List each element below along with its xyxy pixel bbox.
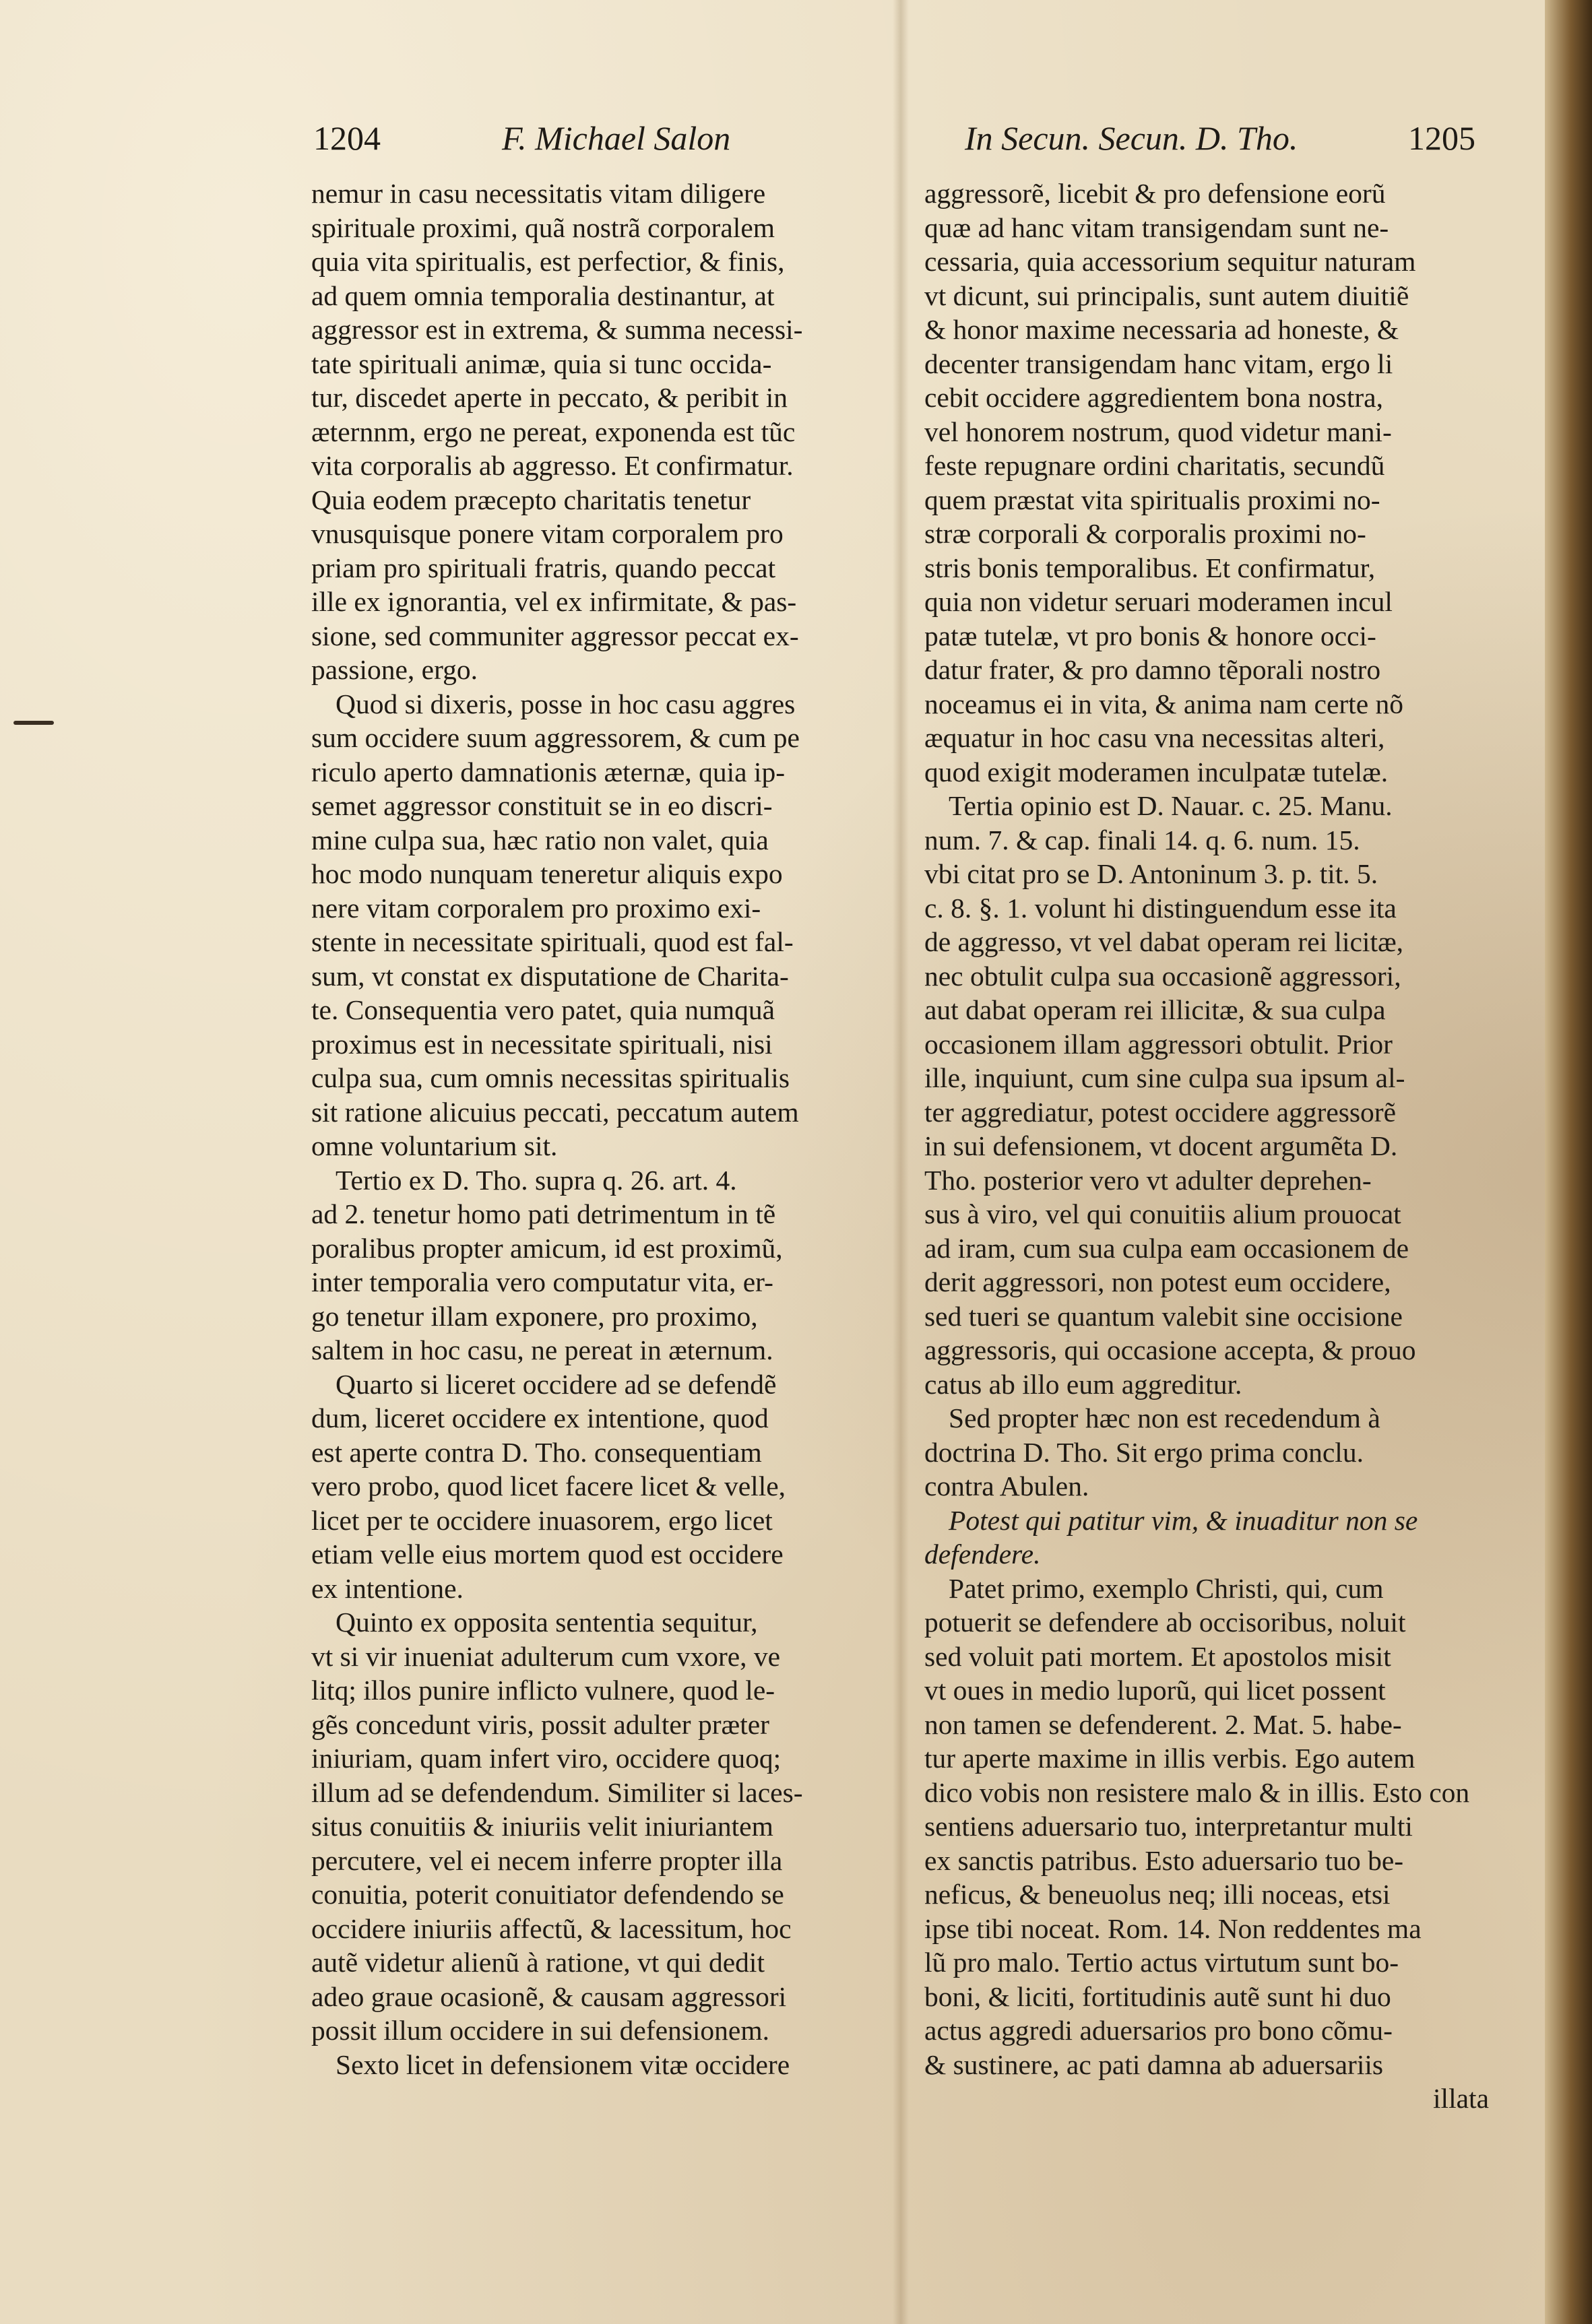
left-running-title: F. Michael Salon bbox=[502, 119, 731, 157]
text-line: te. Consequentia vero patet, quia numquã bbox=[311, 994, 775, 1025]
text-line: Tertia opinio est D. Nauar. c. 25. Manu. bbox=[949, 790, 1393, 821]
text-line: passione, ergo. bbox=[311, 654, 478, 685]
page-gutter bbox=[893, 0, 909, 2324]
text-line: stris bonis temporalibus. Et confirmatur, bbox=[924, 552, 1376, 583]
text-line: tur aperte maxime in illis verbis. Ego autem bbox=[924, 1743, 1415, 1774]
text-line: culpa sua, cum omnis necessitas spiritualis bbox=[311, 1062, 790, 1093]
text-line: aggressoris, qui occasione accepta, & prouo bbox=[924, 1334, 1416, 1365]
text-line: ad quem omnia temporalia destinantur, at bbox=[311, 280, 775, 311]
text-line: catus ab illo eum aggreditur. bbox=[924, 1368, 1242, 1400]
text-line: Potest qui patitur vim, & inuaditur non se bbox=[949, 1504, 1418, 1536]
text-line: datur frater, & pro damno tẽporali nostro bbox=[924, 654, 1381, 685]
text-line: priam pro spirituali fratris, quando peccat bbox=[311, 552, 776, 583]
text-line: poralibus propter amicum, id est proximũ, bbox=[311, 1232, 783, 1264]
text-line: vel honorem nostrum, quod videtur mani- bbox=[924, 416, 1392, 447]
catchword: illata bbox=[1433, 2083, 1489, 2114]
text-line: Quod si dixeris, posse in hoc casu aggres bbox=[336, 688, 796, 719]
text-line: iniuriam, quam infert viro, occidere quoq; bbox=[311, 1743, 782, 1774]
text-line: de aggresso, vt vel dabat operam rei licitæ, bbox=[924, 926, 1404, 957]
text-line: dico vobis non resistere malo & in illis. Esto con bbox=[924, 1776, 1470, 1808]
right-text-column bbox=[924, 176, 1489, 2116]
text-line: vero probo, quod licet facere licet & velle, bbox=[311, 1471, 786, 1502]
text-line: Tertio ex D. Tho. supra q. 26. art. 4. bbox=[336, 1164, 737, 1196]
text-line: defendere. bbox=[924, 1539, 1041, 1570]
text-line: doctrina D. Tho. Sit ergo prima conclu. bbox=[924, 1436, 1364, 1468]
text-line: tur, discedet aperte in peccato, & peribit in bbox=[311, 382, 788, 413]
text-line: actus aggredi aduersarios pro bono cõmu- bbox=[924, 2015, 1393, 2046]
text-line: vbi citat pro se D. Antoninum 3. p. tit. 5. bbox=[924, 858, 1378, 889]
text-line: derit aggressori, non potest eum occidere, bbox=[924, 1266, 1391, 1297]
text-line: nec obtulit culpa sua occasionẽ aggressori, bbox=[924, 960, 1401, 992]
page-edge-shadow bbox=[1545, 0, 1592, 2324]
text-line: aggressor est in extrema, & summa necessi- bbox=[311, 314, 803, 345]
text-line: ille, inquiunt, cum sine culpa sua ipsum al- bbox=[924, 1062, 1405, 1093]
text-line: Quia eodem præcepto charitatis tenetur bbox=[311, 484, 751, 515]
text-line: vt dicunt, sui principalis, sunt autem diuitiẽ bbox=[924, 280, 1409, 311]
text-line: stente in necessitate spirituali, quod est fal- bbox=[311, 926, 794, 957]
text-line: sione, sed communiter aggressor peccat ex- bbox=[311, 620, 799, 651]
text-line: ter aggrediatur, potest occidere aggressorẽ bbox=[924, 1096, 1397, 1128]
text-line: stræ corporali & corporalis proximi no- bbox=[924, 518, 1366, 549]
text-line: possit illum occidere in sui defensionem. bbox=[311, 2015, 770, 2046]
text-line: mine culpa sua, hæc ratio non valet, quia bbox=[311, 824, 769, 856]
text-line: sus à viro, vel qui conuitiis alium prouocat bbox=[924, 1198, 1401, 1229]
right-running-title: In Secun. Secun. D. Tho. bbox=[965, 119, 1298, 157]
text-line: sit ratione alicuius peccati, peccatum autem bbox=[311, 1096, 799, 1128]
text-line: hoc modo nunquam teneretur aliquis expo bbox=[311, 858, 783, 889]
text-line: quod exigit moderamen inculpatæ tutelæ. bbox=[924, 756, 1389, 787]
text-line: aut dabat operam rei illicitæ, & sua culpa bbox=[924, 994, 1386, 1025]
text-line: illum ad se defendendum. Similiter si laces- bbox=[311, 1776, 803, 1808]
text-line: sum, vt constat ex disputatione de Charita- bbox=[311, 960, 789, 992]
text-line: vita corporalis ab aggresso. Et confirmatur. bbox=[311, 450, 794, 481]
text-line: decenter transigendam hanc vitam, ergo li bbox=[924, 348, 1393, 379]
text-line: conuitia, poterit conuitiator defendendo se bbox=[311, 1879, 784, 1910]
right-page-number: 1205 bbox=[1408, 119, 1475, 157]
text-line: Patet primo, exemplo Christi, qui, cum bbox=[949, 1572, 1384, 1604]
text-line: sentiens aduersario tuo, interpretantur multi bbox=[924, 1811, 1413, 1842]
text-line: quia vita spiritualis, est perfectior, & finis, bbox=[311, 246, 785, 277]
text-line: aggressorẽ, licebit & pro defensione eorũ bbox=[924, 178, 1386, 209]
text-line: ipse tibi noceat. Rom. 14. Non reddentes ma bbox=[924, 1912, 1422, 1944]
text-line: patæ tutelæ, vt pro bonis & honore occi- bbox=[924, 620, 1376, 651]
text-line: Tho. posterior vero vt adulter deprehen- bbox=[924, 1164, 1372, 1196]
left-page-number: 1204 bbox=[313, 119, 381, 157]
text-line: æquatur in hoc casu vna necessitas alteri, bbox=[924, 722, 1385, 753]
text-line: non tamen se defenderent. 2. Mat. 5. habe- bbox=[924, 1708, 1402, 1740]
text-line: proximus est in necessitate spirituali, nisi bbox=[311, 1028, 773, 1060]
text-line: nere vitam corporalem pro proximo exi- bbox=[311, 892, 761, 924]
text-line: spirituale proximi, quã nostrã corporalem bbox=[311, 212, 775, 243]
text-line: semet aggressor constituit se in eo discri- bbox=[311, 790, 773, 821]
text-line: c. 8. §. 1. volunt hi distinguendum esse ita bbox=[924, 892, 1397, 924]
text-line: sed tueri se quantum valebit sine occisione bbox=[924, 1300, 1403, 1332]
text-line: potuerit se defendere ab occisoribus, noluit bbox=[924, 1607, 1406, 1638]
text-line: in sui defensionem, vt docent argumẽta D. bbox=[924, 1130, 1398, 1161]
text-line: vt oues in medio luporũ, qui licet possent bbox=[924, 1675, 1386, 1706]
text-line: autẽ videtur alienũ à ratione, vt qui dedit bbox=[311, 1947, 765, 1978]
text-line: vnusquisque ponere vitam corporalem pro bbox=[311, 518, 784, 549]
text-line: & sustinere, ac pati damna ab aduersariis bbox=[924, 2048, 1384, 2080]
text-line: noceamus ei in vita, & anima nam certe nõ bbox=[924, 688, 1404, 719]
text-line: ad iram, cum sua culpa eam occasionem de bbox=[924, 1232, 1409, 1264]
text-line: lũ pro malo. Tertio actus virtutum sunt bo- bbox=[924, 1947, 1399, 1978]
text-line: sed voluit pati mortem. Et apostolos misit bbox=[924, 1640, 1391, 1672]
text-line: cessaria, quia accessorium sequitur naturam bbox=[924, 246, 1416, 277]
text-line: quæ ad hanc vitam transigendam sunt ne- bbox=[924, 212, 1389, 243]
text-line: num. 7. & cap. finali 14. q. 6. num. 15. bbox=[924, 824, 1360, 856]
text-line: gẽs concedunt viris, possit adulter præter bbox=[311, 1708, 769, 1740]
text-line: Sexto licet in defensionem vitæ occidere bbox=[336, 2048, 790, 2080]
text-line: Sed propter hæc non est recedendum à bbox=[949, 1402, 1380, 1433]
left-text-column bbox=[311, 176, 877, 2081]
text-line: licet per te occidere inuasorem, ergo licet bbox=[311, 1504, 773, 1536]
ink-mark bbox=[13, 721, 54, 725]
text-line: sum occidere suum aggressorem, & cum pe bbox=[311, 722, 800, 753]
text-line: Quinto ex opposita sententia sequitur, bbox=[336, 1607, 758, 1638]
text-line: ex intentione. bbox=[311, 1572, 464, 1604]
text-line: vt si vir inueniat adulterum cum vxore, ve bbox=[311, 1640, 781, 1672]
text-line: boni, & liciti, fortitudinis autẽ sunt hi duo bbox=[924, 1980, 1391, 2012]
text-line: est aperte contra D. Tho. consequentiam bbox=[311, 1436, 762, 1468]
text-line: situs conuitiis & iniuriis velit iniuriantem bbox=[311, 1811, 773, 1842]
text-line: inter temporalia vero computatur vita, er- bbox=[311, 1266, 773, 1297]
text-line: occidere iniuriis affectũ, & lacessitum, hoc bbox=[311, 1912, 792, 1944]
text-line: omne voluntarium sit. bbox=[311, 1130, 558, 1161]
text-line: æternnm, ergo ne pereat, exponenda est tũc bbox=[311, 416, 796, 447]
text-line: Quarto si liceret occidere ad se defendẽ bbox=[336, 1368, 777, 1400]
text-line: percutere, vel ei necem inferre propter illa bbox=[311, 1844, 783, 1876]
text-line: riculo aperto damnationis æternæ, quia ip- bbox=[311, 756, 786, 787]
text-line: & honor maxime necessaria ad honeste, & bbox=[924, 314, 1399, 345]
text-line: litq; illos punire inflicto vulnere, quod le- bbox=[311, 1675, 775, 1706]
text-line: feste repugnare ordini charitatis, secundũ bbox=[924, 450, 1385, 481]
text-line: etiam velle eius mortem quod est occidere bbox=[311, 1539, 784, 1570]
text-line: ad 2. tenetur homo pati detrimentum in tẽ bbox=[311, 1198, 776, 1229]
text-line: nemur in casu necessitatis vitam diligere bbox=[311, 178, 766, 209]
text-line: ex sanctis patribus. Esto aduersario tuo be- bbox=[924, 1844, 1404, 1876]
text-line: quem præstat vita spiritualis proximi no- bbox=[924, 484, 1380, 515]
text-line: quia non videtur seruari moderamen incul bbox=[924, 586, 1393, 617]
text-line: occasionem illam aggressori obtulit. Prior bbox=[924, 1028, 1393, 1060]
text-line: go tenetur illam exponere, pro proximo, bbox=[311, 1300, 758, 1332]
text-line: cebit occidere aggredientem bona nostra, bbox=[924, 382, 1383, 413]
text-line: neficus, & beneuolus neq; illi noceas, etsi bbox=[924, 1879, 1391, 1910]
text-line: saltem in hoc casu, ne pereat in æternum. bbox=[311, 1334, 773, 1365]
text-line: ille ex ignorantia, vel ex infirmitate, & pas- bbox=[311, 586, 797, 617]
text-line: adeo graue ocasionẽ, & causam aggressori bbox=[311, 1980, 787, 2012]
text-line: contra Abulen. bbox=[924, 1471, 1089, 1502]
text-line: dum, liceret occidere ex intentione, quod bbox=[311, 1402, 769, 1433]
text-line: tate spirituali animæ, quia si tunc occida- bbox=[311, 348, 772, 379]
